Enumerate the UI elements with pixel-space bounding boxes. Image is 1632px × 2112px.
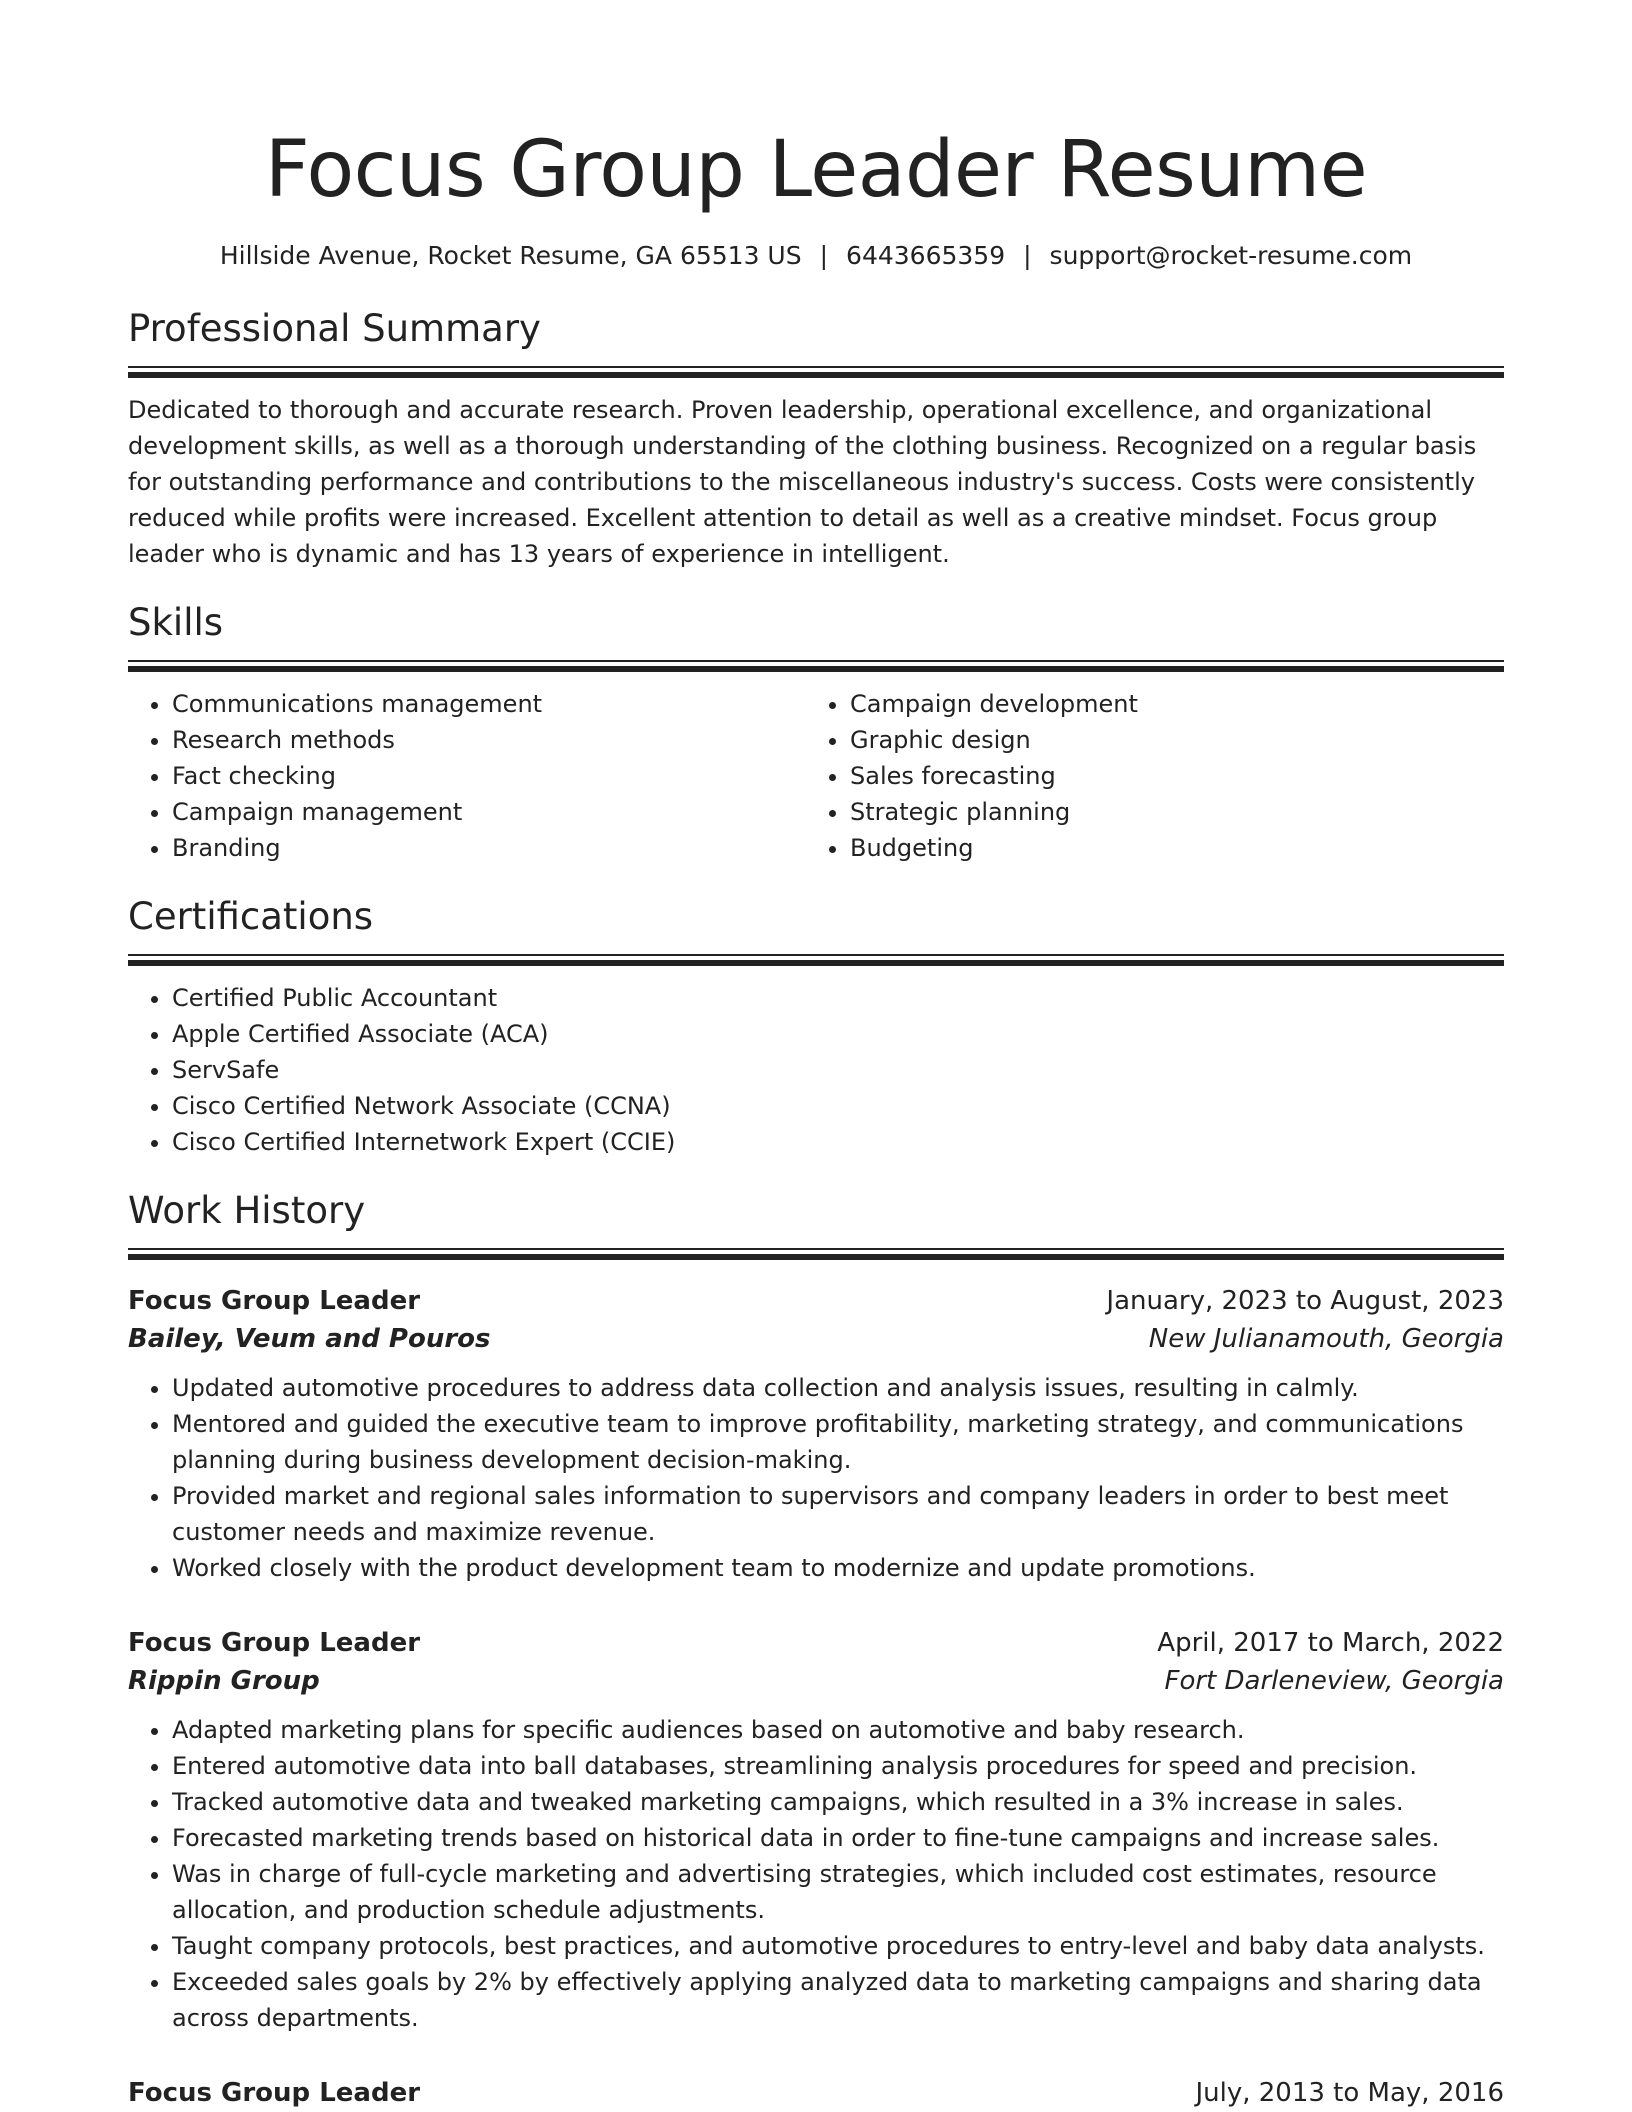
list-item: • Provided market and regional sales information to supervisors and company leaders in order to best meet customer needs and maximize revenue. <box>172 1478 1504 1550</box>
skills-list-left <box>128 686 806 866</box>
skills-list-right <box>806 686 1484 866</box>
contact-address: Hillside Avenue, Rocket Resume, GA 65513 US <box>219 241 802 270</box>
job-company-row <box>128 1662 1504 1700</box>
list-item: • Mentored and guided the executive team to improve profitability, marketing strategy, and communications planning during business development decision-making. <box>172 1406 1504 1478</box>
job-entry <box>128 1282 1504 1586</box>
resume-title: Focus Group Leader Resume <box>264 125 1368 215</box>
list-item: • Entered automotive data into ball databases, streamlining analysis procedures for speed and precision. <box>172 1748 1504 1784</box>
contact-phone: 6443665359 <box>846 241 1006 270</box>
job-dates: April, 2017 to March, 2022 <box>1157 1628 1504 1658</box>
section-heading-certifications: Certifications <box>128 895 374 938</box>
job-header-row <box>128 1282 1504 1320</box>
list-item: • Research methods <box>172 722 806 758</box>
list-item: • Branding <box>172 830 806 866</box>
contact-line <box>128 238 1504 274</box>
section-heading-skills: Skills <box>128 601 224 644</box>
skills-grid <box>128 686 1504 866</box>
resume-page <box>128 0 1504 2112</box>
list-item: • Exceeded sales goals by 2% by effectively applying analyzed data to marketing campaigns and sharing data across departments. <box>172 1964 1504 2036</box>
job-dates: July, 2013 to May, 2016 <box>1195 2078 1504 2108</box>
list-item: • Was in charge of full-cycle marketing and advertising strategies, which included cost estimates, resource allocation, and production schedule adjustments. <box>172 1856 1504 1928</box>
contact-separator: | <box>819 241 829 270</box>
list-item: • Budgeting <box>850 830 1484 866</box>
list-item: • Adapted marketing plans for specific audiences based on automotive and baby research. <box>172 1712 1504 1748</box>
list-item: • Cisco Certified Internetwork Expert (CCIE) <box>172 1124 1504 1160</box>
list-item: • Cisco Certified Network Associate (CCNA) <box>172 1088 1504 1124</box>
section-heading-summary: Professional Summary <box>128 307 541 350</box>
list-item: • Forecasted marketing trends based on historical data in order to fine-tune campaigns and increase sales. <box>172 1820 1504 1856</box>
list-item: • Strategic planning <box>850 794 1484 830</box>
list-item: • Worked closely with the product development team to modernize and update promotions. <box>172 1550 1504 1586</box>
job-title: Focus Group Leader <box>128 1628 421 1658</box>
section-divider <box>128 366 1504 378</box>
job-entry <box>128 2074 1504 2112</box>
summary-section <box>128 304 1504 572</box>
list-item: • Apple Certified Associate (ACA) <box>172 1016 1504 1052</box>
job-company: Rippin Group <box>128 1666 320 1696</box>
job-header-row <box>128 1624 1504 1662</box>
contact-separator: | <box>1023 241 1032 270</box>
list-item: • Graphic design <box>850 722 1484 758</box>
list-item: • Updated automotive procedures to address data collection and analysis issues, resulting in calmly. <box>172 1370 1504 1406</box>
section-divider <box>128 1248 1504 1260</box>
list-item: • Campaign management <box>172 794 806 830</box>
list-item: • Campaign development <box>850 686 1484 722</box>
contact-email: support@rocket-resume.com <box>1049 241 1413 270</box>
certifications-section <box>128 892 1504 1160</box>
job-entry <box>128 1624 1504 2036</box>
certifications-list <box>128 980 1504 1160</box>
section-divider <box>128 660 1504 672</box>
section-divider <box>128 954 1504 966</box>
list-item: • Sales forecasting <box>850 758 1484 794</box>
list-item: • Certified Public Accountant <box>172 980 1504 1016</box>
job-header-row <box>128 2074 1504 2112</box>
list-item: • ServSafe <box>172 1052 1504 1088</box>
list-item: • Communications management <box>172 686 806 722</box>
summary-text: Dedicated to thorough and accurate research. Proven leadership, operational excellence, and organizational development skills, as well as a thorough understanding of the clothing business. Recognized on a regular basis for outstanding performance and contributions to the miscellaneous industry's success. Costs were consistently reduced while profits were increased. Excellent attention to detail as well as a creative mindset. Focus group leader who is dynamic and has 13 years of experience in intelligent. <box>128 396 1477 568</box>
job-title: Focus Group Leader <box>128 2078 421 2108</box>
job-dates: January, 2023 to August, 2023 <box>1106 1286 1504 1316</box>
skills-section <box>128 598 1504 866</box>
job-location: Fort Darleneview, Georgia <box>1164 1666 1504 1696</box>
section-heading-work-history: Work History <box>128 1189 366 1232</box>
list-item: • Fact checking <box>172 758 806 794</box>
job-bullets <box>128 1712 1504 2036</box>
job-location: New Julianamouth, Georgia <box>1148 1324 1504 1354</box>
job-company-row <box>128 1320 1504 1358</box>
list-item: • Taught company protocols, best practices, and automotive procedures to entry-level and baby data analysts. <box>172 1928 1504 1964</box>
job-bullets <box>128 1370 1504 1586</box>
work-history-section <box>128 1186 1504 2112</box>
list-item: • Tracked automotive data and tweaked marketing campaigns, which resulted in a 3% increase in sales. <box>172 1784 1504 1820</box>
job-company: Bailey, Veum and Pouros <box>128 1324 491 1354</box>
job-title: Focus Group Leader <box>128 1286 421 1316</box>
